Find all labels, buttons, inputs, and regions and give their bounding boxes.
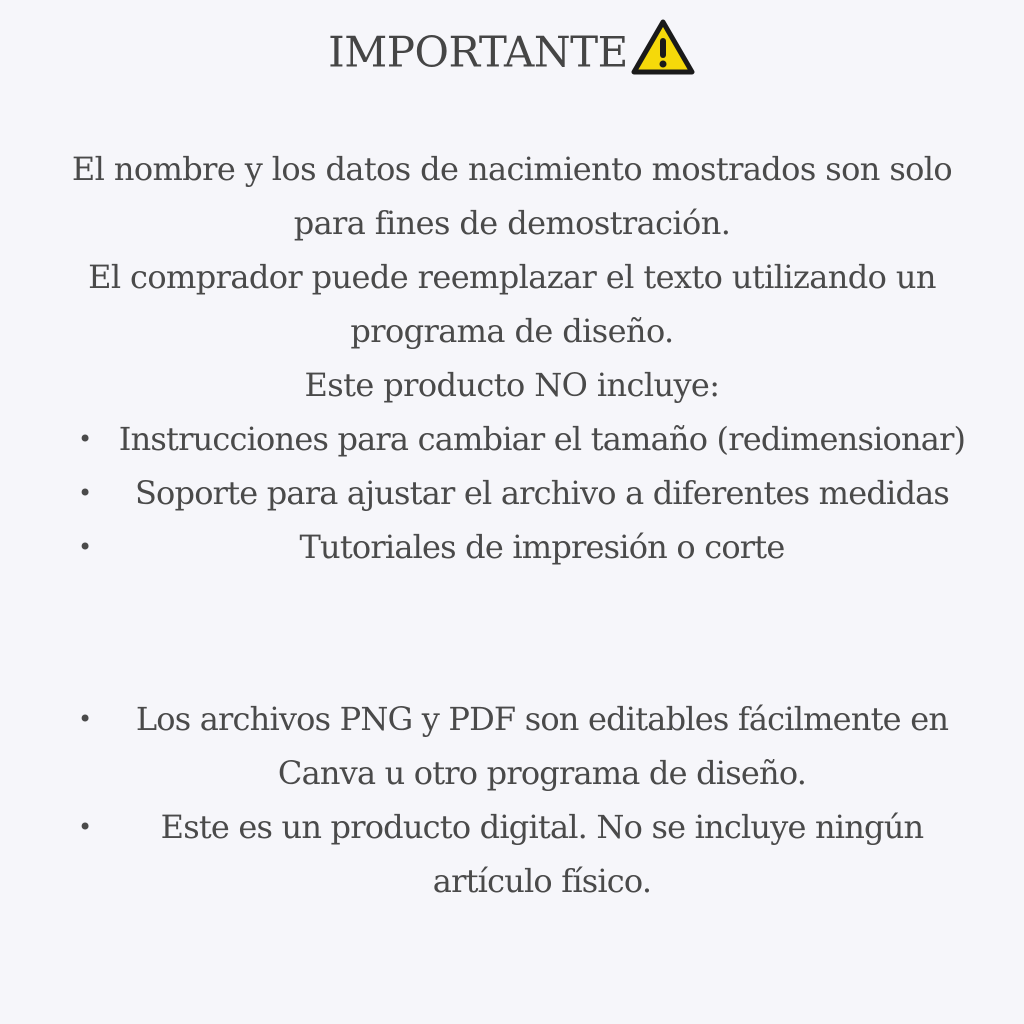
list-item: • Soporte para ajustar el archivo a diferentes medidas xyxy=(40,466,984,520)
bullet: • xyxy=(78,705,92,733)
warning-icon xyxy=(630,18,696,78)
page-title: IMPORTANTE xyxy=(328,27,628,77)
not-included-heading: Este producto NO incluye: xyxy=(304,366,720,404)
excluded-items-list xyxy=(40,412,984,574)
bullet: • xyxy=(78,479,92,507)
list-item: • Este es un producto digital. No se incluye ningún artículo físico. xyxy=(40,800,984,908)
disclaimer-text: El nombre y los datos de nacimiento mostrados son solo para fines de demostración. xyxy=(71,150,953,242)
content xyxy=(40,142,984,908)
notes-list xyxy=(40,692,984,908)
list-item: • Instrucciones para cambiar el tamaño (redimensionar) xyxy=(40,412,984,466)
bullet: • xyxy=(78,425,92,453)
list-item: • Los archivos PNG y PDF son editables fácilmente en Canva u otro programa de diseño. xyxy=(40,692,984,800)
replace-text-note: El comprador puede reemplazar el texto utilizando un programa de diseño. xyxy=(88,258,936,350)
heading xyxy=(0,22,1024,82)
bullet: • xyxy=(78,533,92,561)
list-item: • Tutoriales de impresión o corte xyxy=(40,520,984,574)
bullet: • xyxy=(78,813,92,841)
